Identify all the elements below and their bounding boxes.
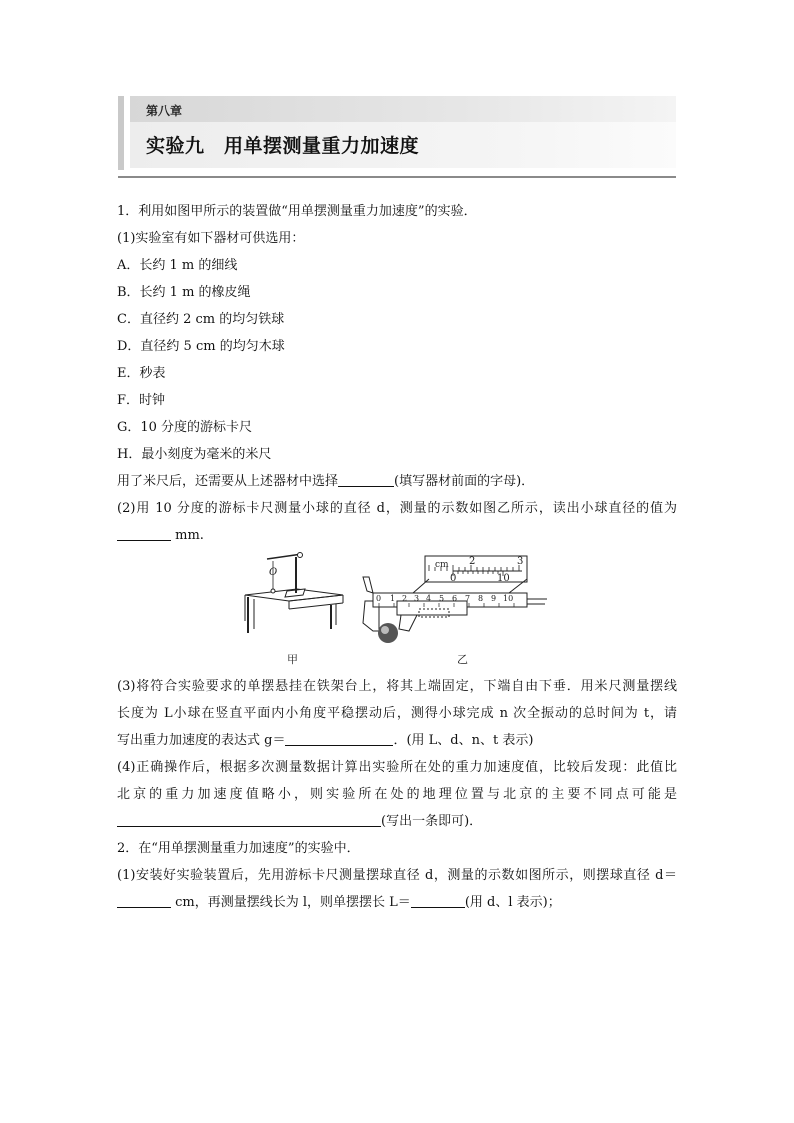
figure-illustrations <box>117 549 677 673</box>
caliper-scale-8: 8 <box>478 594 484 603</box>
q2-part1-line2 <box>117 889 677 916</box>
caliper-scale-1: 1 <box>390 594 396 603</box>
figure-area <box>117 549 677 673</box>
q1-part2-line2 <box>117 522 677 549</box>
q1-part4-line1: (4)正确操作后，根据多次测量数据计算出实验所在处的重力加速度值，比较后发现：此值比 <box>117 760 677 775</box>
option-c: C．直径约 2 cm 的均匀铁球 <box>117 312 285 327</box>
q1-part1-hint: (填写器材前面的字母)． <box>394 474 535 489</box>
q1-part3-line2: 长度为 L小球在竖直平面内小角度平稳摆动后，测得小球完成 n 次全振动的总时间为 t，请 <box>117 706 677 721</box>
caliper-scale-3: 3 <box>414 594 420 603</box>
option-d: D．直径约 5 cm 的均匀木球 <box>117 339 285 354</box>
figure-b-label: 乙 <box>457 653 468 666</box>
caliper-scale-9: 9 <box>491 594 497 603</box>
option-g: G．10 分度的游标卡尺 <box>117 420 253 435</box>
answer-blank[interactable] <box>411 893 465 908</box>
banner-rule <box>118 176 676 178</box>
q2-part1-hint: (用 d、l 表示)； <box>464 895 561 910</box>
option-a: A．长约 1 m 的细线 <box>117 258 238 273</box>
q1-part2-unit: mm. <box>175 528 204 543</box>
q1-part4-line3 <box>117 808 677 835</box>
option-h: H．最小刻度为毫米的米尺 <box>117 447 272 462</box>
caliper-scale-0: 0 <box>376 594 382 603</box>
q2-part1-line1: (1)安装好实验装置后，先用游标卡尺测量摆球直径 d，测量的示数如图所示，则摆球直径 d＝ <box>117 868 677 883</box>
q1-part1-intro: (1)实验室有如下器材可供选用： <box>117 231 305 246</box>
q1-intro: 1．利用如图甲所示的装置做“用单摆测量重力加速度”的实验． <box>117 204 477 219</box>
banner-top-band <box>130 96 676 122</box>
caliper-main-tick-2: 2 <box>469 556 476 567</box>
option-b: B．长约 1 m 的橡皮绳 <box>117 285 251 300</box>
q1-part3-line1: (3)将符合实验要求的单摆悬挂在铁架台上，将其上端固定，下端自由下垂．用米尺测量摆线 <box>117 679 677 694</box>
q1-part4-hint: (写出一条即可)． <box>381 814 483 829</box>
q1-part3-text: 写出重力加速度的表达式 g＝ <box>117 733 286 748</box>
caliper-vernier-tick-10: 10 <box>497 573 510 584</box>
pivot-point-label: O <box>269 567 278 578</box>
answer-blank[interactable] <box>338 472 394 487</box>
pendulum-stand-figure <box>245 553 343 634</box>
chapter-label: 第八章 <box>146 104 183 118</box>
answer-blank[interactable] <box>117 893 171 908</box>
q2-intro: 2．在“用单摆测量重力加速度”的实验中． <box>117 841 360 856</box>
document-body <box>117 198 677 916</box>
caliper-scale-5: 5 <box>439 594 445 603</box>
q2-part1-text: cm，再测量摆线长为 l，则单摆摆长 L＝ <box>175 895 411 910</box>
caliper-vernier-tick-0: 0 <box>450 573 457 584</box>
q1-part3-hint: ．(用 L、d、n、t 表示) <box>393 733 534 748</box>
caliper-main-tick-3: 3 <box>517 556 524 567</box>
page-title: 实验九 用单摆测量重力加速度 <box>146 135 420 157</box>
caliper-scale-7: 7 <box>465 594 471 603</box>
caliper-scale-4: 4 <box>426 594 432 603</box>
q1-part1-text: 用了米尺后，还需要从上述器材中选择 <box>117 474 339 489</box>
caliper-main-unit: cm <box>435 560 449 570</box>
q1-part2-line1: (2)用 10 分度的游标卡尺测量小球的直径 d，测量的示数如图乙所示，读出小球直径的值为 <box>117 501 677 516</box>
answer-blank[interactable] <box>117 812 381 827</box>
caliper-scale-10: 10 <box>503 594 514 603</box>
caliper-scale-6: 6 <box>452 594 458 603</box>
caliper-scale-2: 2 <box>402 594 408 603</box>
answer-blank[interactable] <box>285 731 393 746</box>
answer-blank[interactable] <box>117 526 171 541</box>
q1-part1-question <box>117 468 677 495</box>
option-f: F．时钟 <box>117 393 166 408</box>
option-e: E．秒表 <box>117 366 166 381</box>
q1-part3-line3 <box>117 727 677 754</box>
figure-a-label: 甲 <box>287 653 298 666</box>
q1-part4-line2: 北京的重力加速度值略小，则实验所在处的地理位置与北京的主要不同点可能是 <box>117 787 677 802</box>
banner-left-bar <box>118 96 124 170</box>
chapter-banner <box>118 96 676 188</box>
